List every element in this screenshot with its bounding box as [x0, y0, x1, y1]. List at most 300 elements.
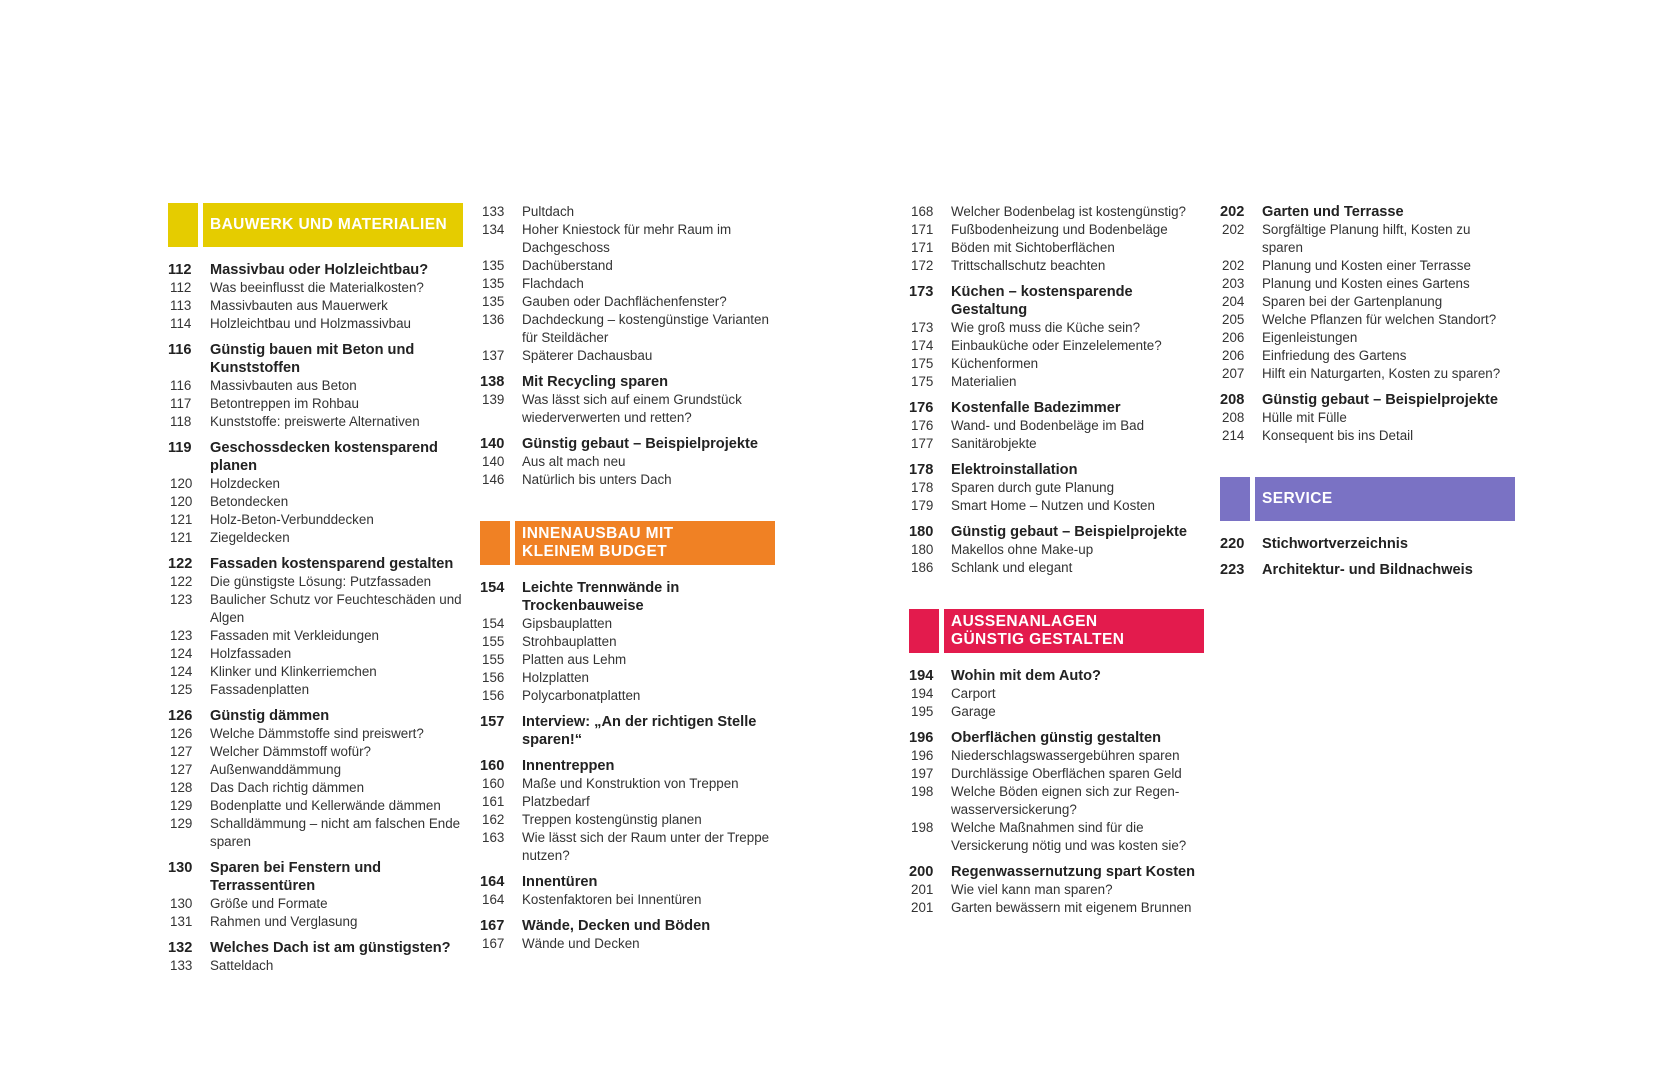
entry-title: Einfriedung des Gartens — [1262, 348, 1407, 363]
section-color-block — [168, 203, 198, 247]
page-number: 176 — [911, 418, 934, 433]
toc-subentry[interactable] — [909, 355, 1204, 373]
toc-subentry[interactable] — [909, 899, 1204, 917]
page-number: 220 — [1220, 536, 1245, 552]
entry-title: Was beeinflusst die Materialkosten? — [210, 280, 424, 295]
toc-chapter[interactable] — [1220, 561, 1515, 579]
toc-subentry[interactable] — [168, 779, 463, 797]
entry-title: Wie groß muss die Küche sein? — [951, 320, 1141, 335]
page-number: 129 — [170, 816, 193, 831]
section-title: AUSSENANLAGEN GÜNSTIG GESTALTEN — [944, 609, 1204, 653]
toc-subentry[interactable] — [480, 293, 775, 311]
toc-subentry[interactable] — [168, 957, 463, 975]
page-number: 204 — [1222, 294, 1245, 309]
toc-subentry[interactable] — [168, 627, 463, 645]
entry-title: Fassaden mit Verkleidungen — [210, 628, 379, 643]
entry-title: Durchlässige Oberflächen sparen Geld — [951, 766, 1182, 781]
toc-subentry[interactable] — [480, 453, 775, 471]
entry-title: Stichwortverzeichnis — [1262, 536, 1408, 552]
page-number: 122 — [170, 574, 193, 589]
entry-title: Wand- und Bodenbeläge im Bad — [951, 418, 1145, 433]
page-number: 223 — [1220, 562, 1245, 578]
page-number: 140 — [480, 436, 505, 452]
entry-title: Regenwassernutzung spart Kosten — [951, 864, 1196, 880]
toc-chapter[interactable] — [909, 729, 1204, 747]
entry-title: Geschossdecken kostensparend planen — [210, 440, 438, 474]
toc-subentry[interactable] — [909, 435, 1204, 453]
toc-subentry[interactable] — [1220, 293, 1515, 311]
toc-chapter[interactable] — [168, 939, 463, 957]
entry-title: Massivbauten aus Mauerwerk — [210, 298, 388, 313]
section-title: BAUWERK UND MATERIALIEN — [203, 203, 463, 247]
toc-subentry[interactable] — [480, 311, 775, 347]
entry-title: Späterer Dachausbau — [522, 348, 653, 363]
entry-title: Hülle mit Fülle — [1262, 410, 1347, 425]
toc-chapter[interactable] — [480, 873, 775, 891]
toc-subentry[interactable] — [168, 913, 463, 931]
page-number: 203 — [1222, 276, 1245, 291]
entry-title: Flachdach — [522, 276, 584, 291]
entry-title: Natürlich bis unters Dach — [522, 472, 672, 487]
entry-title: Garage — [951, 704, 996, 719]
page-number: 156 — [482, 670, 505, 685]
toc-subentry[interactable] — [1220, 347, 1515, 365]
page-number: 155 — [482, 652, 505, 667]
page-number: 139 — [482, 392, 505, 407]
toc-subentry[interactable] — [909, 373, 1204, 391]
page-number: 133 — [170, 958, 193, 973]
entry-title: Baulicher Schutz vor Feuchteschäden und Algen — [210, 592, 462, 625]
entry-title: Eigenleistungen — [1262, 330, 1358, 345]
page-number: 201 — [911, 882, 934, 897]
toc-chapter[interactable] — [168, 261, 463, 279]
page-number: 124 — [170, 646, 193, 661]
page-number: 136 — [482, 312, 505, 327]
toc-subentry[interactable] — [909, 337, 1204, 355]
toc-chapter[interactable] — [480, 917, 775, 935]
toc-subentry[interactable] — [168, 743, 463, 761]
entry-title: Konsequent bis ins Detail — [1262, 428, 1414, 443]
toc-subentry[interactable] — [168, 377, 463, 395]
entry-title: Massivbau oder Holzleichtbau? — [210, 262, 429, 278]
section-header — [1220, 477, 1515, 521]
page-number: 164 — [480, 874, 505, 890]
entry-title: Sorgfältige Planung hilft, Kosten zu sparen — [1262, 222, 1471, 255]
toc-subentry[interactable] — [168, 315, 463, 333]
entry-title: Welche Maßnahmen sind für die Versickerung nötig und was kosten sie? — [951, 820, 1187, 853]
page-number: 135 — [482, 258, 505, 273]
page-number: 120 — [170, 494, 193, 509]
entry-title: Ziegeldecken — [210, 530, 290, 545]
page-number: 156 — [482, 688, 505, 703]
toc-subentry[interactable] — [909, 765, 1204, 783]
toc-subentry[interactable] — [168, 511, 463, 529]
toc-subentry[interactable] — [1220, 275, 1515, 293]
page-number: 163 — [482, 830, 505, 845]
toc-chapter[interactable] — [480, 757, 775, 775]
entry-title: Oberflächen günstig gestalten — [951, 730, 1162, 746]
entry-title: Planung und Kosten eines Gartens — [1262, 276, 1470, 291]
entry-title: Garten bewässern mit eigenem Brunnen — [951, 900, 1192, 915]
toc-subentry[interactable] — [168, 725, 463, 743]
entry-title: Günstig gebaut – Beispielprojekte — [522, 436, 758, 452]
entry-title: Innentreppen — [522, 758, 615, 774]
entry-title: Die günstigste Lösung: Putzfassaden — [210, 574, 432, 589]
toc-subentry[interactable] — [1220, 427, 1515, 445]
entry-title: Kostenfalle Badezimmer — [951, 400, 1121, 416]
toc-subentry[interactable] — [480, 793, 775, 811]
page-number: 154 — [482, 616, 505, 631]
entry-title: Welche Pflanzen für welchen Standort? — [1262, 312, 1497, 327]
toc-chapter[interactable] — [909, 461, 1204, 479]
entry-title: Platzbedarf — [522, 794, 590, 809]
page-number: 179 — [911, 498, 934, 513]
toc-chapter[interactable] — [168, 341, 463, 377]
entry-title: Sanitärobjekte — [951, 436, 1037, 451]
toc-subentry[interactable] — [909, 783, 1204, 819]
toc-chapter[interactable] — [1220, 391, 1515, 409]
page-number: 168 — [911, 204, 934, 219]
page-number: 164 — [482, 892, 505, 907]
toc-subentry[interactable] — [909, 747, 1204, 765]
page-number: 113 — [170, 298, 192, 313]
page-number: 127 — [170, 762, 193, 777]
toc-chapter[interactable] — [480, 435, 775, 453]
page-number: 132 — [168, 940, 193, 956]
toc-subentry[interactable] — [480, 829, 775, 865]
page-number: 138 — [480, 374, 505, 390]
toc-chapter[interactable] — [168, 859, 463, 895]
entry-title: Welches Dach ist am günstigsten? — [210, 940, 451, 956]
entry-title: Innentüren — [522, 874, 598, 890]
page-number: 137 — [482, 348, 505, 363]
entry-title: Wie lässt sich der Raum unter der Treppe nutzen? — [522, 830, 770, 863]
toc-subentry[interactable] — [168, 297, 463, 315]
toc-column-3 — [909, 203, 1204, 917]
toc-subentry[interactable] — [168, 493, 463, 511]
toc-subentry[interactable] — [1220, 329, 1515, 347]
entry-title: Trittschallschutz beachten — [951, 258, 1106, 273]
toc-chapter[interactable] — [168, 707, 463, 725]
toc-subentry[interactable] — [168, 663, 463, 681]
page-number: 202 — [1220, 204, 1245, 220]
section-spacer — [480, 489, 775, 521]
page-number: 194 — [909, 668, 934, 684]
toc-chapter[interactable] — [168, 555, 463, 573]
toc-subentry[interactable] — [1220, 221, 1515, 257]
section-title: SERVICE — [1255, 477, 1515, 521]
toc-subentry[interactable] — [480, 471, 775, 489]
entry-title: Günstig gebaut – Beispielprojekte — [951, 524, 1187, 540]
page-number: 118 — [170, 414, 192, 429]
toc-chapter[interactable] — [909, 399, 1204, 417]
toc-chapter[interactable] — [909, 283, 1204, 319]
page-number: 112 — [170, 280, 192, 295]
toc-list — [909, 667, 1204, 917]
toc-subentry[interactable] — [480, 687, 775, 705]
page-number: 196 — [909, 730, 934, 746]
toc-subentry[interactable] — [168, 645, 463, 663]
page-number: 171 — [911, 240, 934, 255]
page-number: 178 — [909, 462, 934, 478]
entry-title: Gauben oder Dachflächenfenster? — [522, 294, 727, 309]
page-number: 202 — [1222, 258, 1245, 273]
entry-title: Mit Recycling sparen — [522, 374, 668, 390]
page-number: 123 — [170, 592, 193, 607]
entry-title: Massivbauten aus Beton — [210, 378, 357, 393]
entry-title: Maße und Konstruktion von Treppen — [522, 776, 739, 791]
entry-title: Interview: „An der richtigen Stelle sparen!“ — [522, 714, 757, 748]
toc-subentry[interactable] — [480, 257, 775, 275]
entry-title: Betondecken — [210, 494, 289, 509]
toc-chapter[interactable] — [480, 579, 775, 615]
entry-title: Außenwanddämmung — [210, 762, 342, 777]
entry-title: Welche Dämmstoffe sind preiswert? — [210, 726, 424, 741]
page-number: 121 — [170, 530, 193, 545]
entry-title: Carport — [951, 686, 996, 701]
entry-title: Was lässt sich auf einem Grundstück wiederverwerten und retten? — [522, 392, 742, 425]
page-number: 129 — [170, 798, 193, 813]
entry-title: Schalldämmung – nicht am falschen Ende sparen — [210, 816, 461, 849]
entry-title: Rahmen und Verglasung — [210, 914, 358, 929]
toc-subentry[interactable] — [168, 815, 463, 851]
page-number: 175 — [911, 374, 934, 389]
page-number: 171 — [911, 222, 934, 237]
page-number: 196 — [911, 748, 934, 763]
toc-chapter[interactable] — [909, 523, 1204, 541]
page-number: 198 — [911, 784, 934, 799]
page-number: 197 — [911, 766, 934, 781]
page-number: 160 — [480, 758, 505, 774]
page-number: 206 — [1222, 330, 1245, 345]
entry-title: Niederschlagswassergebühren sparen — [951, 748, 1180, 763]
entry-title: Dachüberstand — [522, 258, 613, 273]
toc-subentry[interactable] — [168, 395, 463, 413]
entry-title: Pultdach — [522, 204, 575, 219]
section-spacer — [1220, 445, 1515, 477]
toc-list — [480, 203, 775, 489]
toc-subentry[interactable] — [909, 685, 1204, 703]
entry-title: Wände, Decken und Böden — [522, 918, 711, 934]
toc-subentry[interactable] — [480, 391, 775, 427]
page-number: 124 — [170, 664, 193, 679]
page-number: 195 — [911, 704, 934, 719]
toc-subentry[interactable] — [909, 703, 1204, 721]
entry-title: Schlank und elegant — [951, 560, 1073, 575]
toc-subentry[interactable] — [480, 221, 775, 257]
toc-chapter[interactable] — [480, 713, 775, 749]
page-number: 202 — [1222, 222, 1245, 237]
section-color-block — [1220, 477, 1250, 521]
toc-subentry[interactable] — [168, 475, 463, 493]
entry-title: Günstig dämmen — [210, 708, 330, 724]
entry-title: Hoher Kniestock für mehr Raum im Dachgeschoss — [522, 222, 732, 255]
page-number: 160 — [482, 776, 505, 791]
page-number: 126 — [170, 726, 193, 741]
page-number: 130 — [170, 896, 193, 911]
entry-title: Materialien — [951, 374, 1017, 389]
toc-subentry[interactable] — [909, 541, 1204, 559]
toc-chapter[interactable] — [909, 863, 1204, 881]
toc-subentry[interactable] — [168, 797, 463, 815]
toc-chapter[interactable] — [168, 439, 463, 475]
entry-title: Polycarbonatplatten — [522, 688, 641, 703]
toc-subentry[interactable] — [1220, 257, 1515, 275]
toc-subentry[interactable] — [909, 417, 1204, 435]
entry-title: Aus alt mach neu — [522, 454, 626, 469]
entry-title: Garten und Terrasse — [1262, 204, 1404, 220]
page-number: 130 — [168, 860, 193, 876]
page-number: 119 — [168, 440, 192, 456]
page-number: 208 — [1222, 410, 1245, 425]
page-number: 175 — [911, 356, 934, 371]
toc-subentry[interactable] — [480, 669, 775, 687]
toc-subentry[interactable] — [1220, 365, 1515, 383]
entry-title: Küchen – kostensparende Gestaltung — [951, 284, 1133, 318]
entry-title: Böden mit Sichtoberflächen — [951, 240, 1115, 255]
toc-list — [480, 579, 775, 953]
page-number: 207 — [1222, 366, 1245, 381]
page-number: 126 — [168, 708, 193, 724]
toc-subentry[interactable] — [480, 891, 775, 909]
toc-subentry[interactable] — [168, 681, 463, 699]
page-number: 176 — [909, 400, 934, 416]
entry-title: Günstig gebaut – Beispielprojekte — [1262, 392, 1498, 408]
toc-chapter[interactable] — [480, 373, 775, 391]
entry-title: Fassadenplatten — [210, 682, 310, 697]
page-number: 161 — [482, 794, 505, 809]
page-number: 180 — [911, 542, 934, 557]
entry-title: Holz-Beton-Verbunddecken — [210, 512, 374, 527]
toc-subentry[interactable] — [909, 559, 1204, 577]
toc-subentry[interactable] — [909, 479, 1204, 497]
page-number: 200 — [909, 864, 934, 880]
page-number: 123 — [170, 628, 193, 643]
toc-subentry[interactable] — [480, 347, 775, 365]
toc-subentry[interactable] — [480, 203, 775, 221]
toc-subentry[interactable] — [1220, 311, 1515, 329]
toc-subentry[interactable] — [909, 239, 1204, 257]
entry-title: Strohbauplatten — [522, 634, 617, 649]
page-number: 194 — [911, 686, 934, 701]
toc-column-4 — [1220, 203, 1515, 579]
toc-subentry[interactable] — [168, 529, 463, 547]
entry-title: Wände und Decken — [522, 936, 640, 951]
toc-chapter[interactable] — [1220, 535, 1515, 553]
page-number: 114 — [170, 316, 192, 331]
toc-subentry[interactable] — [168, 761, 463, 779]
toc-subentry[interactable] — [909, 257, 1204, 275]
entry-title: Gipsbauplatten — [522, 616, 613, 631]
entry-title: Welcher Dämmstoff wofür? — [210, 744, 371, 759]
entry-title: Betontreppen im Rohbau — [210, 396, 359, 411]
entry-title: Holzdecken — [210, 476, 280, 491]
entry-title: Größe und Formate — [210, 896, 328, 911]
entry-title: Küchenformen — [951, 356, 1039, 371]
entry-title: Smart Home – Nutzen und Kosten — [951, 498, 1155, 513]
page-number: 198 — [911, 820, 934, 835]
page-number: 174 — [911, 338, 934, 353]
page-number: 116 — [170, 378, 192, 393]
page-number: 135 — [482, 294, 505, 309]
entry-title: Bodenplatte und Kellerwände dämmen — [210, 798, 441, 813]
page-number: 127 — [170, 744, 193, 759]
toc-subentry[interactable] — [480, 935, 775, 953]
entry-title: Makellos ohne Make-up — [951, 542, 1094, 557]
page-number: 180 — [909, 524, 934, 540]
entry-title: Hilft ein Naturgarten, Kosten zu sparen? — [1262, 366, 1501, 381]
page-number: 162 — [482, 812, 505, 827]
toc-subentry[interactable] — [168, 279, 463, 297]
entry-title: Kunststoffe: preiswerte Alternativen — [210, 414, 420, 429]
toc-chapter[interactable] — [1220, 203, 1515, 221]
page-number: 134 — [482, 222, 505, 237]
toc-chapter[interactable] — [909, 667, 1204, 685]
entry-title: Kostenfaktoren bei Innentüren — [522, 892, 702, 907]
page-number: 125 — [170, 682, 193, 697]
entry-title: Welche Böden eignen sich zur Regen-wasserversickerung? — [951, 784, 1180, 817]
toc-subentry[interactable] — [480, 275, 775, 293]
entry-title: Klinker und Klinkerriemchen — [210, 664, 377, 679]
toc-subentry[interactable] — [909, 881, 1204, 899]
toc-subentry[interactable] — [909, 319, 1204, 337]
toc-list — [168, 261, 463, 975]
entry-title: Günstig bauen mit Beton und Kunststoffen — [210, 342, 415, 376]
entry-title: Sparen durch gute Planung — [951, 480, 1115, 495]
page-number: 172 — [911, 258, 934, 273]
page-number: 154 — [480, 580, 505, 596]
toc-subentry[interactable] — [480, 633, 775, 651]
toc-subentry[interactable] — [909, 203, 1204, 221]
toc-subentry[interactable] — [480, 615, 775, 633]
entry-title: Treppen kostengünstig planen — [522, 812, 702, 827]
entry-title: Das Dach richtig dämmen — [210, 780, 365, 795]
page-number: 173 — [909, 284, 934, 300]
page-number: 173 — [911, 320, 934, 335]
page-number: 186 — [911, 560, 934, 575]
entry-title: Architektur- und Bildnachweis — [1262, 562, 1473, 578]
toc-subentry[interactable] — [909, 221, 1204, 239]
toc-subentry[interactable] — [480, 775, 775, 793]
page-number: 120 — [170, 476, 193, 491]
page-number: 155 — [482, 634, 505, 649]
toc-subentry[interactable] — [909, 819, 1204, 855]
entry-title: Fassaden kostensparend gestalten — [210, 556, 454, 572]
toc-subentry[interactable] — [909, 497, 1204, 515]
toc-subentry[interactable] — [168, 895, 463, 913]
page-number: 128 — [170, 780, 193, 795]
toc-column-2 — [480, 203, 775, 953]
toc-subentry[interactable] — [1220, 409, 1515, 427]
page-number: 146 — [482, 472, 505, 487]
toc-subentry[interactable] — [168, 573, 463, 591]
section-title: INNENAUSBAU MIT KLEINEM BUDGET — [515, 521, 775, 565]
entry-title: Wohin mit dem Auto? — [951, 668, 1101, 684]
page-number: 140 — [482, 454, 505, 469]
entry-title: Sparen bei Fenstern und Terrassentüren — [210, 860, 382, 894]
section-header — [909, 609, 1204, 653]
toc-subentry[interactable] — [168, 413, 463, 431]
toc-subentry[interactable] — [480, 811, 775, 829]
toc-subentry[interactable] — [168, 591, 463, 627]
page-number: 178 — [911, 480, 934, 495]
toc-list — [909, 203, 1204, 577]
toc-subentry[interactable] — [480, 651, 775, 669]
page-number: 122 — [168, 556, 193, 572]
toc-list — [1220, 203, 1515, 445]
page-number: 117 — [170, 396, 192, 411]
entry-title: Elektroinstallation — [951, 462, 1078, 478]
